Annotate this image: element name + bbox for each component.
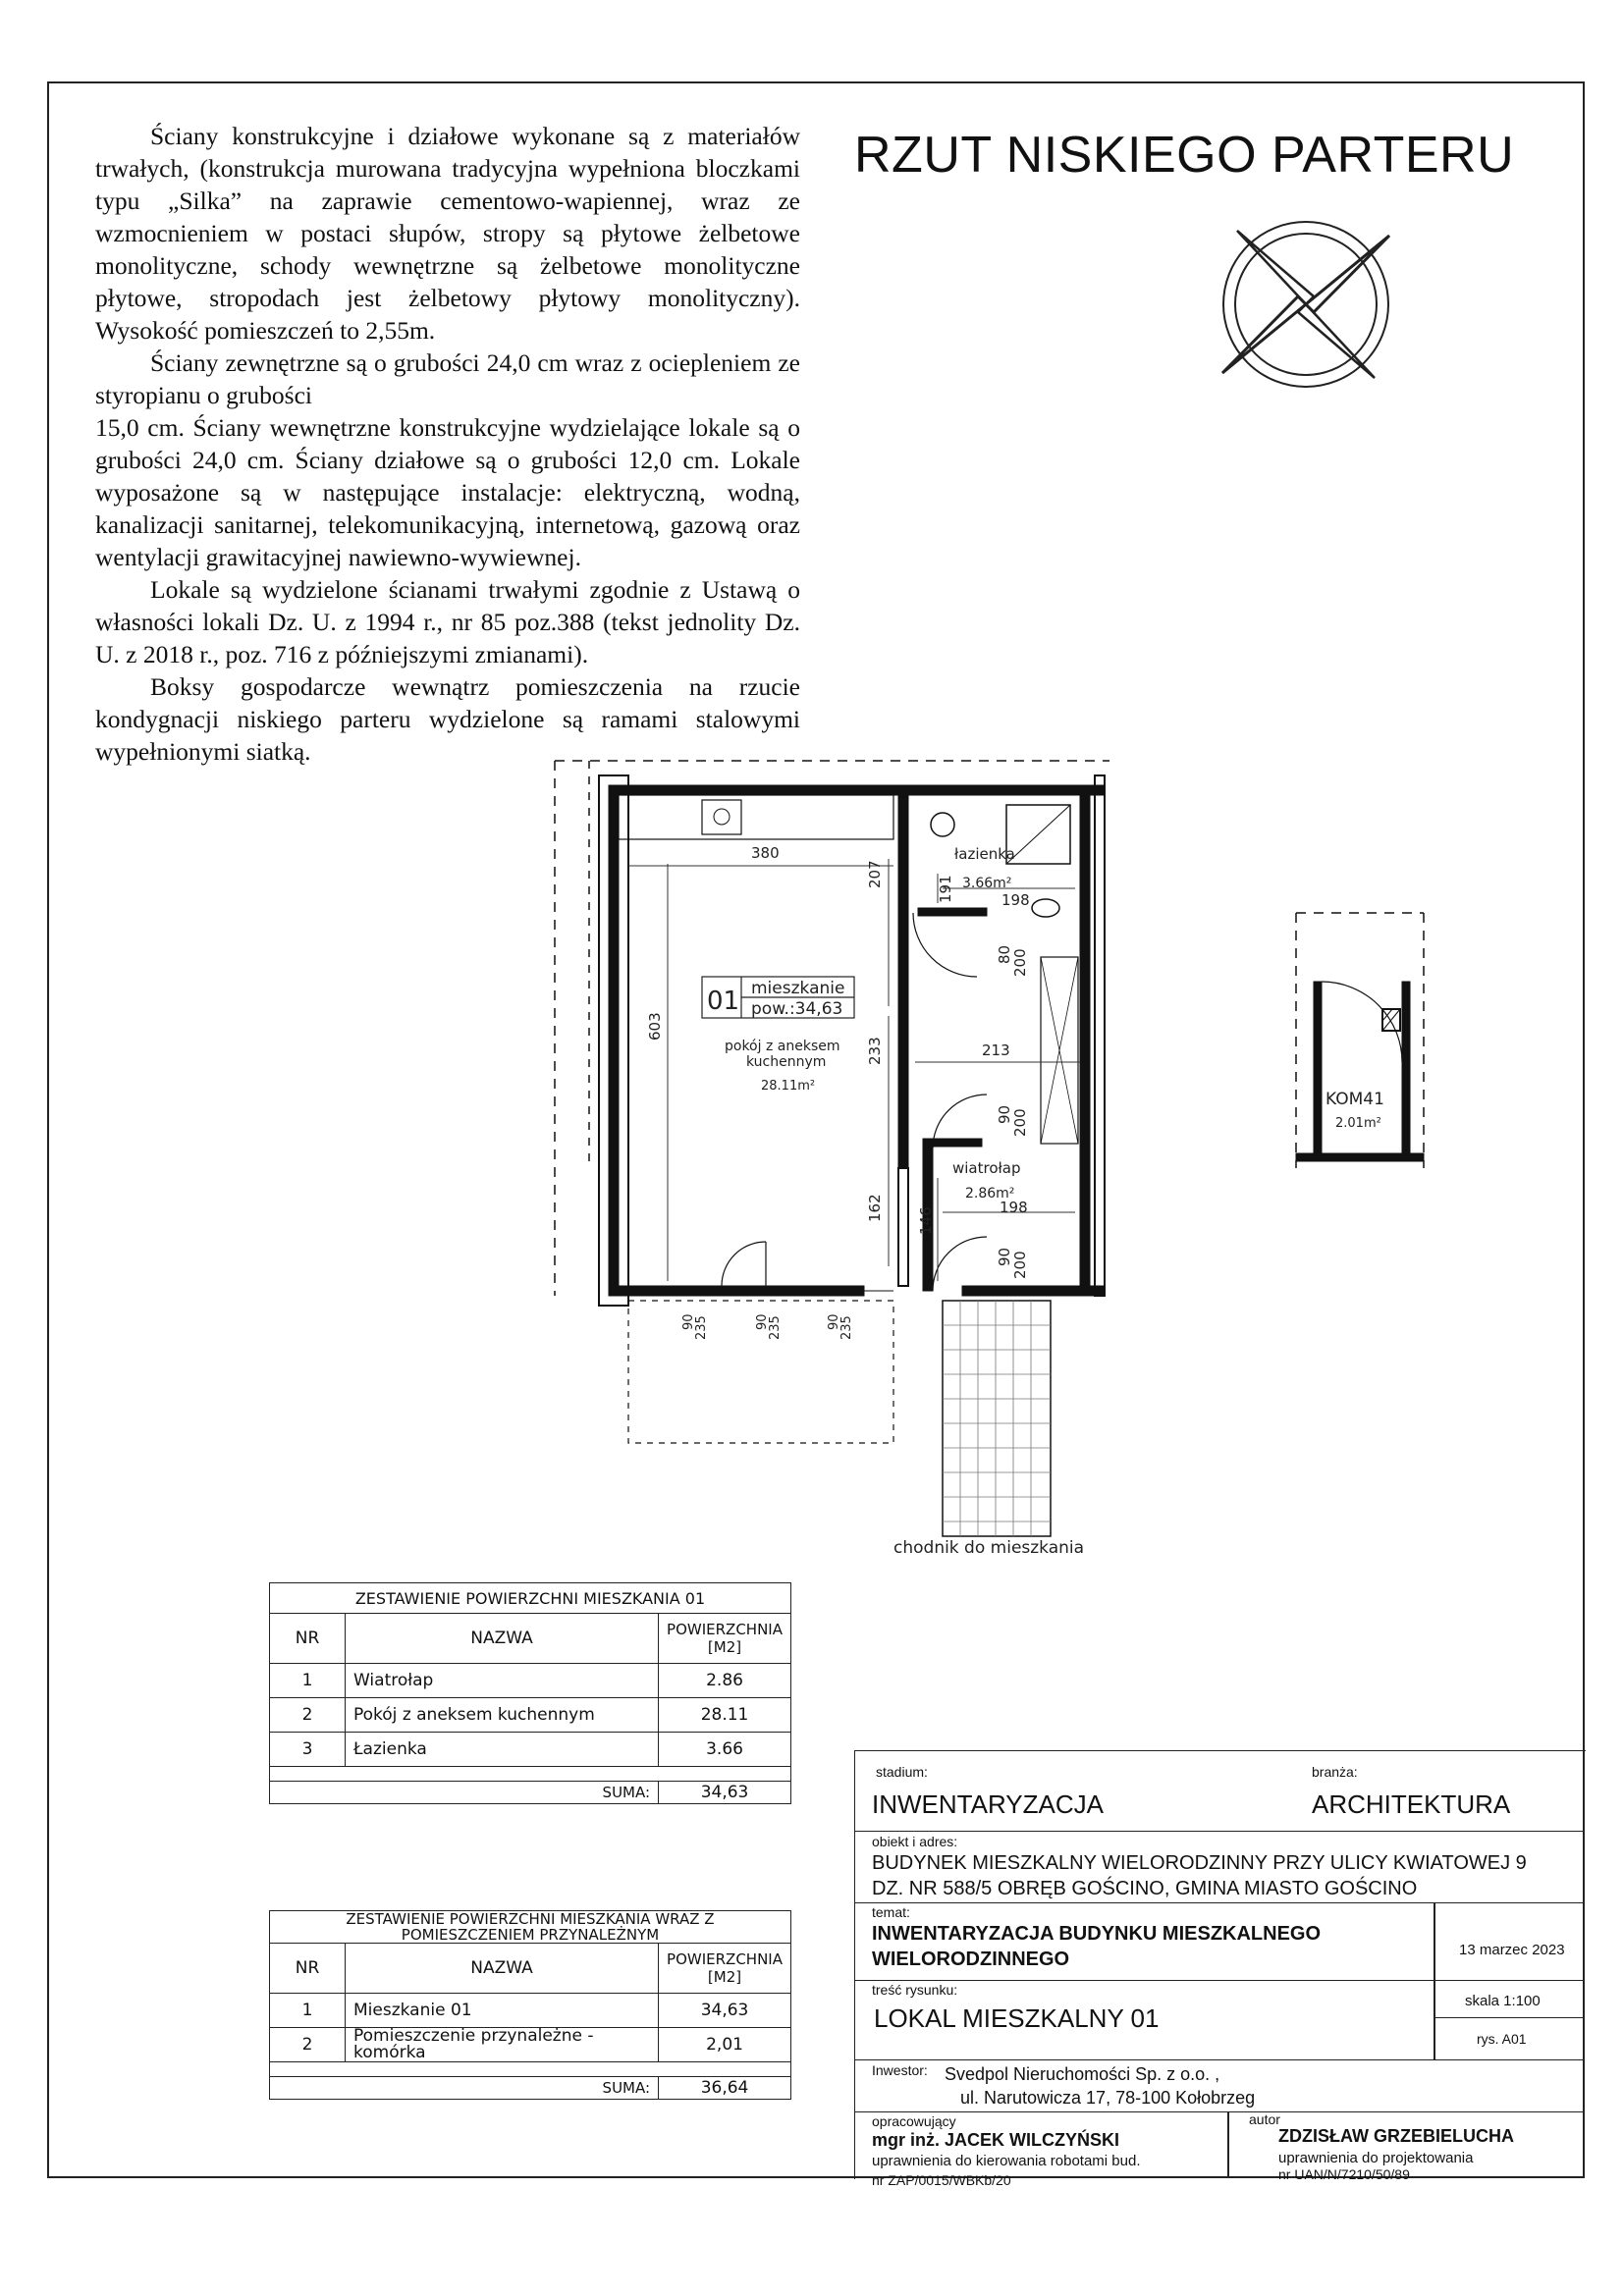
investor-label: Inwestor: xyxy=(872,2062,928,2078)
table-row: 2 Pomieszczenie przynależne - komórka 2,01 xyxy=(270,2028,791,2062)
hall-area: 2.86m² xyxy=(965,1186,1015,1201)
description-paragraph: 15,0 cm. Ściany wewnętrzne konstrukcyjne wydzielające lokale są o grubości 24,0 cm. Ściany działowe są o grubości 12,0 cm. Lokale wyposażone są w następujące instalacje: elektryczną, wodną, kanalizacji sanitarnej, telekomunikacyjną, internetową, gazową oraz wentylacji grawitacyjnej nawiewno-wywiewnej. xyxy=(95,413,800,571)
floor-plan xyxy=(550,756,1139,1561)
storage-label: KOM41 xyxy=(1325,1090,1384,1109)
topic-label: temat: xyxy=(872,1904,910,1920)
table-title: ZESTAWIENIE POWIERZCHNI MIESZKANIA 01 xyxy=(270,1583,791,1614)
prepared-label: opracowujący xyxy=(872,2113,956,2129)
description-paragraph: Ściany konstrukcyjne i działowe wykonane są z materiałów trwałych, (konstrukcja murowana tradycyjna wypełniona bloczkami typu „Silka” na zaprawie cementowo-wapiennej, wraz ze wzmocnieniem w postaci słupów, stropy są płytowe żelbetowe monolityczne, schody wewnętrzne są żelbetowe monolityczne płytowe, stropodach jest żelbetowy płytowy monolityczny). Wysokość pomieszczeń to 2,55m. xyxy=(95,122,800,345)
walkway-label: chodnik do mieszkania xyxy=(893,1538,1085,1558)
column-header: NR xyxy=(270,1944,346,1994)
area-table-with-storage xyxy=(269,1910,791,2100)
branza-label: branża: xyxy=(1312,1764,1358,1780)
description-paragraph: Ściany zewnętrzne są o grubości 24,0 cm wraz z ociepleniem ze styropianu o grubości xyxy=(95,348,800,409)
topic-value: INWENTARYZACJA BUDYNKU MIESZKALNEGO xyxy=(872,1923,1322,1945)
investor-address: ul. Narutowicza 17, 78-100 Kołobrzeg xyxy=(960,2088,1256,2108)
door-dim: 200 xyxy=(1011,1108,1029,1137)
bathroom-area: 3.66m² xyxy=(962,876,1012,891)
table-row: 1 Mieszkanie 01 34,63 xyxy=(270,1994,791,2028)
dim-213: 213 xyxy=(982,1041,1010,1059)
dim-198a: 198 xyxy=(1001,891,1030,909)
window-dim: 235 xyxy=(768,1315,783,1340)
stadium-label: stadium: xyxy=(876,1764,928,1780)
column-header: NAZWA xyxy=(346,1944,659,1994)
dim-207: 207 xyxy=(866,860,884,888)
sum-value: 36,64 xyxy=(659,2077,791,2100)
door-dim: 90 xyxy=(996,1247,1013,1266)
dim-603: 603 xyxy=(646,1012,664,1041)
window-dim: 235 xyxy=(839,1315,854,1340)
area-table-unit xyxy=(269,1582,791,1804)
dim-146: 146 xyxy=(917,1206,935,1235)
room-main-label: kuchennym xyxy=(746,1054,827,1070)
prepared-license: nr ZAP/0015/WBKb/20 xyxy=(872,2172,1011,2188)
description-paragraph: Boksy gospodarcze wewnątrz pomieszczenia na rzucie kondygnacji niskiego parteru wydzielone są ramami stalowymi wypełnionymi siatką. xyxy=(95,672,800,766)
title-block xyxy=(854,1750,1585,2188)
author-qualification: uprawnienia do projektowania xyxy=(1278,2150,1474,2166)
drawing-value: LOKAL MIESZKALNY 01 xyxy=(874,2003,1160,2033)
sum-label: SUMA: xyxy=(270,1782,659,1804)
table-row: 2 Pokój z aneksem kuchennym 28.11 xyxy=(270,1698,791,1733)
object-label: obiekt i adres: xyxy=(872,1834,958,1849)
unit-number: 01 xyxy=(707,987,740,1016)
dim-233: 233 xyxy=(866,1037,884,1065)
table-row: 1 Wiatrołap 2.86 xyxy=(270,1664,791,1698)
drawing-label: treść rysunku: xyxy=(872,1982,958,1998)
storage-room-plan xyxy=(1276,903,1434,1188)
window-dim: 90 xyxy=(827,1313,841,1330)
door-dim: 80 xyxy=(996,944,1013,964)
unit-label: mieszkanie xyxy=(751,979,845,998)
hall-label: wiatrołap xyxy=(952,1159,1021,1177)
door-dim: 200 xyxy=(1011,948,1029,977)
topic-value: WIELORODZINNEGO xyxy=(872,1949,1070,1970)
description-paragraph: Lokale są wydzielone ścianami trwałymi zgodnie z Ustawą o własności lokali Dz. U. z 1994 r., nr 85 poz.388 (tekst jednolity Dz. U. z 2018 r., poz. 716 z późniejszymi zmianami). xyxy=(95,575,800,668)
dim-162: 162 xyxy=(866,1194,884,1222)
scale-value: skala 1:100 xyxy=(1465,1993,1541,2009)
dim-198b: 198 xyxy=(1000,1199,1028,1216)
window-dim: 90 xyxy=(681,1313,696,1330)
compass-rose-icon xyxy=(1208,206,1404,402)
window-dim: 235 xyxy=(694,1315,709,1340)
stadium-value: INWENTARYZACJA xyxy=(872,1789,1104,1819)
investor-name: Svedpol Nieruchomości Sp. z o.o. , xyxy=(945,2064,1220,2084)
prepared-qualification: uprawnienia do kierowania robotami bud. xyxy=(872,2153,1141,2169)
column-header: POWIERZCHNIA [M2] xyxy=(659,1614,791,1664)
room-main-area: 28.11m² xyxy=(761,1079,816,1094)
author-name: ZDZISŁAW GRZEBIELUCHA xyxy=(1278,2126,1514,2146)
author-license: nr UAN/N/7210/50/89 xyxy=(1278,2166,1410,2182)
table-title: ZESTAWIENIE POWIERZCHNI MIESZKANIA WRAZ Z POMIESZCZENIEM PRZYNALEŻNYM xyxy=(270,1911,791,1944)
branza-value: ARCHITEKTURA xyxy=(1312,1789,1511,1819)
sum-value: 34,63 xyxy=(659,1782,791,1804)
storage-area: 2.01m² xyxy=(1335,1116,1381,1131)
construction-description xyxy=(95,120,800,768)
door-dim: 200 xyxy=(1011,1251,1029,1279)
object-address: BUDYNEK MIESZKALNY WIELORODZINNY PRZY ULICY KWIATOWEJ 9 xyxy=(872,1852,1527,1874)
window-dim: 90 xyxy=(755,1313,770,1330)
column-header: NAZWA xyxy=(346,1614,659,1664)
author-label: autor xyxy=(1249,2111,1280,2127)
unit-area: pow.:34,63 xyxy=(751,999,843,1019)
room-main-label: pokój z aneksem xyxy=(725,1039,840,1054)
door-dim: 90 xyxy=(996,1104,1013,1124)
page-title: RZUT NISKIEGO PARTERU xyxy=(854,127,1515,184)
table-row: 3 Łazienka 3.66 xyxy=(270,1733,791,1767)
object-address: DZ. NR 588/5 OBRĘB GOŚCINO, GMINA MIASTO GOŚCINO xyxy=(872,1878,1418,1899)
column-header: POWIERZCHNIA [M2] xyxy=(659,1944,791,1994)
dim-191: 191 xyxy=(937,875,954,903)
sheet-number: rys. A01 xyxy=(1477,2031,1527,2047)
date-value: 13 marzec 2023 xyxy=(1459,1942,1565,1958)
bathroom-label: łazienka xyxy=(954,845,1015,863)
prepared-name: mgr inż. JACEK WILCZYŃSKI xyxy=(872,2130,1120,2150)
sum-label: SUMA: xyxy=(270,2077,659,2100)
dim-380: 380 xyxy=(751,844,780,862)
column-header: NR xyxy=(270,1614,346,1664)
